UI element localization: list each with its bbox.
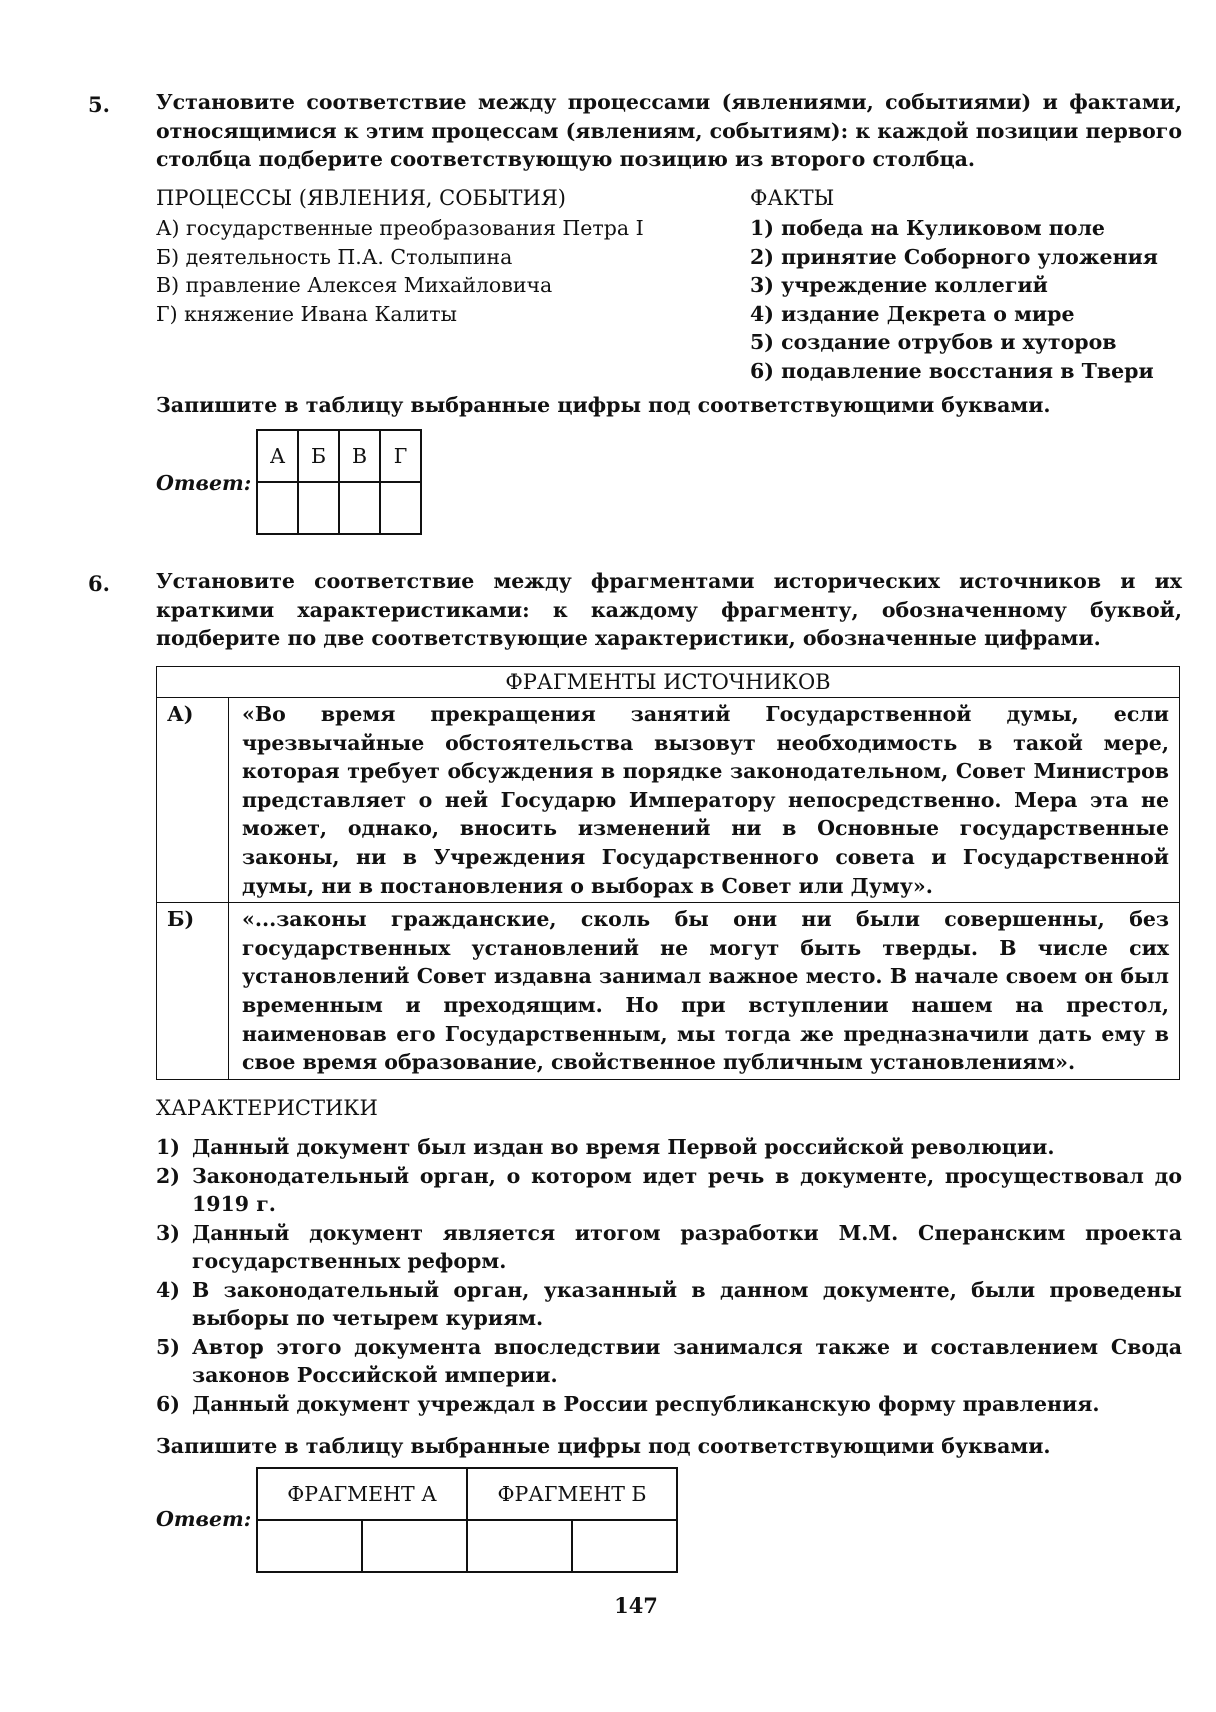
task5-facts-list [750,214,1158,386]
table-row [157,903,1179,1079]
item-number: 5) [156,1334,180,1359]
list-item: В) правление Алексея Михайловича [156,273,553,298]
list-item [156,1390,1182,1419]
characteristics-list [156,1133,1182,1418]
sources-table [156,666,1180,1080]
list-item: 6) подавление восстания в Твери [750,358,1154,383]
task5-intro: Установите соответствие между процессами (явлениями, событиями) и фактами, относящимися к этим процессам (явлениям, событиям): к каждой позиции первого столбца подберите соответствующую позицию из второго столбца. [156,90,1182,171]
list-item [156,1162,1182,1219]
list-item: А) государственные преобразования Петра I [156,216,644,240]
list-item [156,1276,1182,1333]
list-item [156,1219,1182,1276]
list-item: 3) учреждение коллегий [750,273,1048,298]
answer-col-header: Г [380,430,421,482]
answer-cell[interactable] [257,482,298,534]
item-number: 6) [156,1391,180,1416]
answer-col-header: ФРАГМЕНТ А [257,1468,467,1520]
task5-processes-header: ПРОЦЕССЫ (ЯВЛЕНИЯ, СОБЫТИЯ) [156,186,567,210]
answer-col-header: В [339,430,380,482]
answer-cell[interactable] [572,1520,677,1572]
task6-intro: Установите соответствие между фрагментами исторических источников и их краткими характеристиками: к каждому фрагменту, обозначенному буквой, подберите по две соответствующие характеристики, обозначенные цифрами. [156,569,1182,650]
list-item [156,1133,1182,1162]
task5-instruction: Запишите в таблицу выбранные цифры под соответствующими буквами. [156,393,1051,417]
list-item: 2) принятие Соборного уложения [750,244,1158,269]
answer-cell[interactable] [257,1520,362,1572]
sources-table-header: ФРАГМЕНТЫ ИСТОЧНИКОВ [157,667,1179,698]
task6-answer-label: Ответ: [156,1507,252,1531]
list-item: 1) победа на Куликовом поле [750,216,1105,240]
task5-number: 5. [88,92,110,117]
list-item: 5) создание отрубов и хуторов [750,330,1117,355]
list-item: Б) деятельность П.А. Столыпина [156,244,513,269]
item-text: В законодательный орган, указанный в данном документе, были проведены выборы по четырем куриям. [192,1277,1182,1330]
answer-cell[interactable] [380,482,421,534]
item-text: Данный документ учреждал в России республиканскую форму правления. [192,1391,1100,1416]
characteristics-header: ХАРАКТЕРИСТИКИ [156,1096,378,1120]
list-item [156,1333,1182,1390]
item-number: 3) [156,1220,180,1245]
answer-col-header: ФРАГМЕНТ Б [467,1468,677,1520]
item-text: Законодательный орган, о котором идет речь в документе, просуществовал до 1919 г. [192,1163,1182,1216]
item-number: 1) [156,1135,180,1159]
source-text: «...законы гражданские, сколь бы они ни были совершенны, без государственных установлений не могут быть тверды. В числе сих установлений Совет издавна занимал важное место. В начале своем он был временным и преходящим. Но при вступлении нашем на престол, наименовав его Государственным, мы тогда же предназначили дать ему в свое время образование, свойственное публичным установлениям». [242,907,1169,1075]
task5-facts-header: ФАКТЫ [750,186,835,210]
item-text: Данный документ является итогом разработки М.М. Сперанским проекта государственных реформ. [192,1220,1182,1273]
table-row [157,698,1179,903]
source-text: «Во время прекращения занятий Государственной думы, если чрезвычайные обстоятельства вызовут необходимость в такой мере, которая требует обсуждения в порядке законодательном, Совет Министров представляет о ней Государю Императору непосредственно. Мера эта не может, однако, вносить изменений ни в Основные государственные законы, ни в Учреждения Государственного совета и Государственной думы, ни в постановления о выборах в Совет или Думу». [242,702,1169,898]
answer-col-header: Б [298,430,339,482]
source-letter: А) [157,698,229,902]
answer-cell[interactable] [298,482,339,534]
item-text: Данный документ был издан во время Первой российской революции. [192,1135,1055,1159]
page-number: 147 [614,1593,658,1618]
answer-col-header: А [257,430,298,482]
task6-number: 6. [88,571,110,596]
list-item: 4) издание Декрета о мире [750,301,1075,326]
task5-processes-list [156,214,644,328]
answer-cell[interactable] [467,1520,572,1572]
item-number: 4) [156,1277,180,1302]
item-text: Автор этого документа впоследствии занимался также и составлением Свода законов Российской империи. [192,1334,1182,1387]
task5-answer-table [256,429,422,535]
list-item: Г) княжение Ивана Калиты [156,301,457,326]
task6-answer-table [256,1467,678,1573]
answer-cell[interactable] [339,482,380,534]
source-letter: Б) [157,903,229,1079]
item-number: 2) [156,1163,180,1188]
task5-answer-label: Ответ: [156,471,252,495]
task6-instruction: Запишите в таблицу выбранные цифры под соответствующими буквами. [156,1434,1051,1458]
answer-cell[interactable] [362,1520,467,1572]
